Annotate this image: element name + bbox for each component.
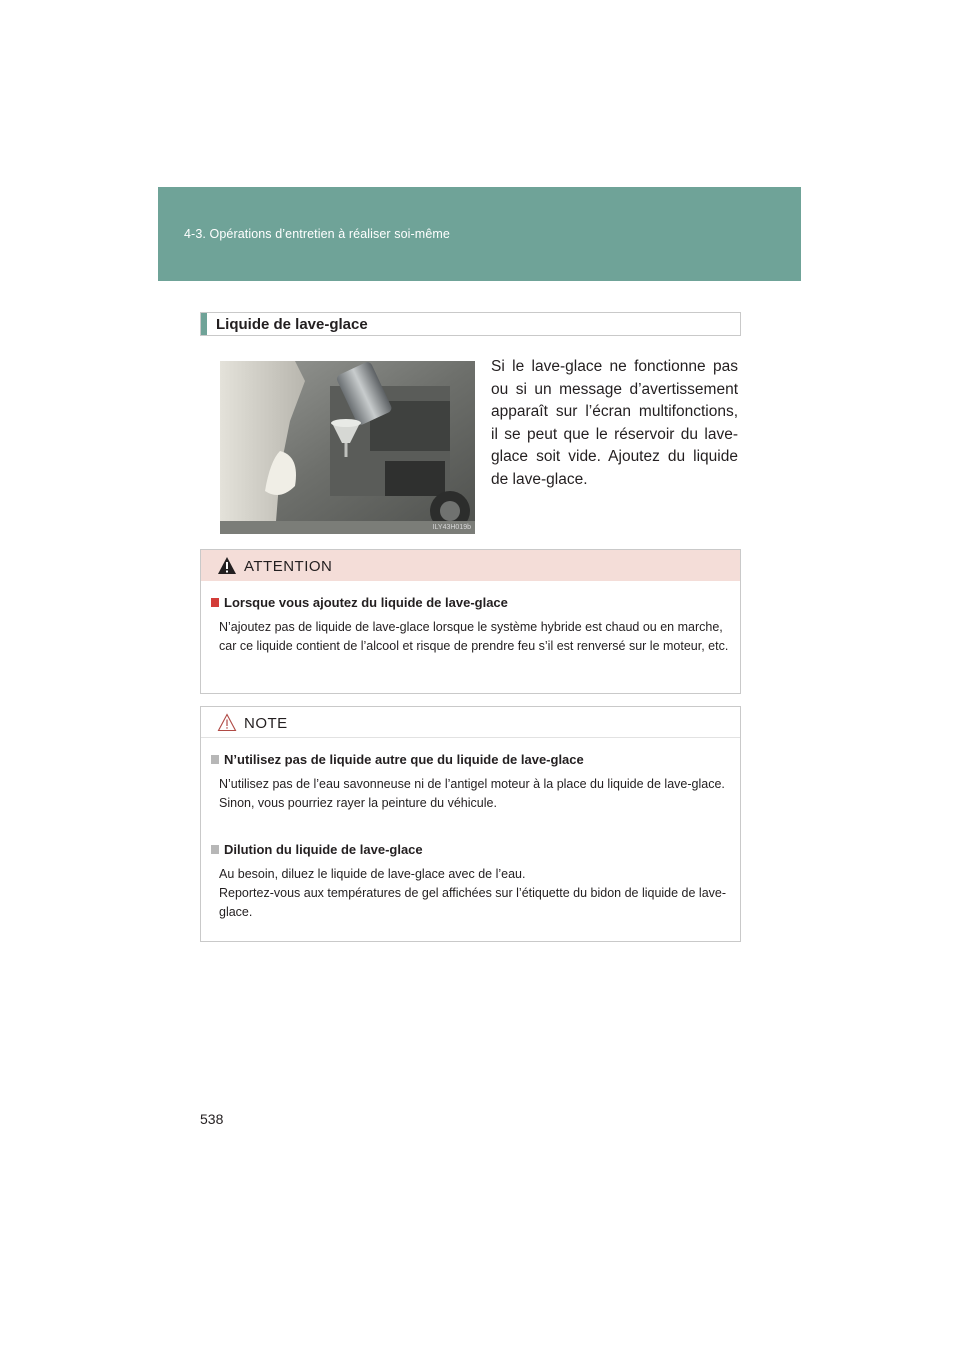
note-item-text: N’utilisez pas de l’eau savonneuse ni de l’antigel moteur à la place du liquide de lave-glace. Sinon, vous pourriez rayer la peinture du véhicule. — [219, 777, 725, 810]
header-band — [158, 187, 801, 281]
breadcrumb: 4-3. Opérations d’entretien à réaliser soi-même — [184, 227, 450, 241]
section-title-box — [200, 312, 741, 336]
section-title-bar — [201, 313, 207, 335]
warning-triangle-outline-icon — [217, 713, 237, 732]
note-heading: NOTE — [244, 715, 288, 732]
intro-paragraph: Si le lave-glace ne fonctionne pas ou si un message d’avertissement apparaît sur l’écran multifonctions, il se peut que le réservoir du lave-glace soit vide. Ajoutez du liquide de lave-glace. — [491, 358, 738, 488]
note-item — [211, 841, 733, 922]
square-bullet-icon — [211, 598, 219, 607]
attention-heading: ATTENTION — [244, 558, 333, 575]
square-bullet-icon — [211, 755, 219, 764]
image-code: ILY43H019b — [432, 524, 471, 531]
note-item-text: Au besoin, diluez le liquide de lave-glace avec de l’eau. Reportez-vous aux températures de gel affichées sur l’étiquette du bidon de liquide de lave-glace. — [219, 867, 727, 919]
note-item-title: N’utilisez pas de liquide autre que du liquide de lave-glace — [211, 751, 733, 769]
note-item-title: Dilution du liquide de lave-glace — [211, 841, 733, 859]
attention-header — [201, 550, 740, 581]
attention-item — [211, 594, 733, 656]
washer-fluid-photo — [220, 361, 475, 534]
note-item — [211, 751, 733, 813]
warning-triangle-icon — [217, 556, 237, 575]
attention-box — [200, 549, 741, 694]
attention-item-title: Lorsque vous ajoutez du liquide de lave-glace — [211, 594, 733, 612]
attention-item-text: N’ajoutez pas de liquide de lave-glace lorsque le système hybride est chaud ou en marche, car ce liquide contient de l’alcool et risque de prendre feu s’il est renversé sur le moteur, etc. — [219, 620, 729, 653]
page-number: 538 — [200, 1111, 224, 1127]
square-bullet-icon — [211, 845, 219, 854]
engine-bay-illustration — [220, 361, 475, 534]
section-title: Liquide de lave-glace — [216, 316, 368, 333]
note-header — [201, 707, 740, 738]
note-box — [200, 706, 741, 942]
